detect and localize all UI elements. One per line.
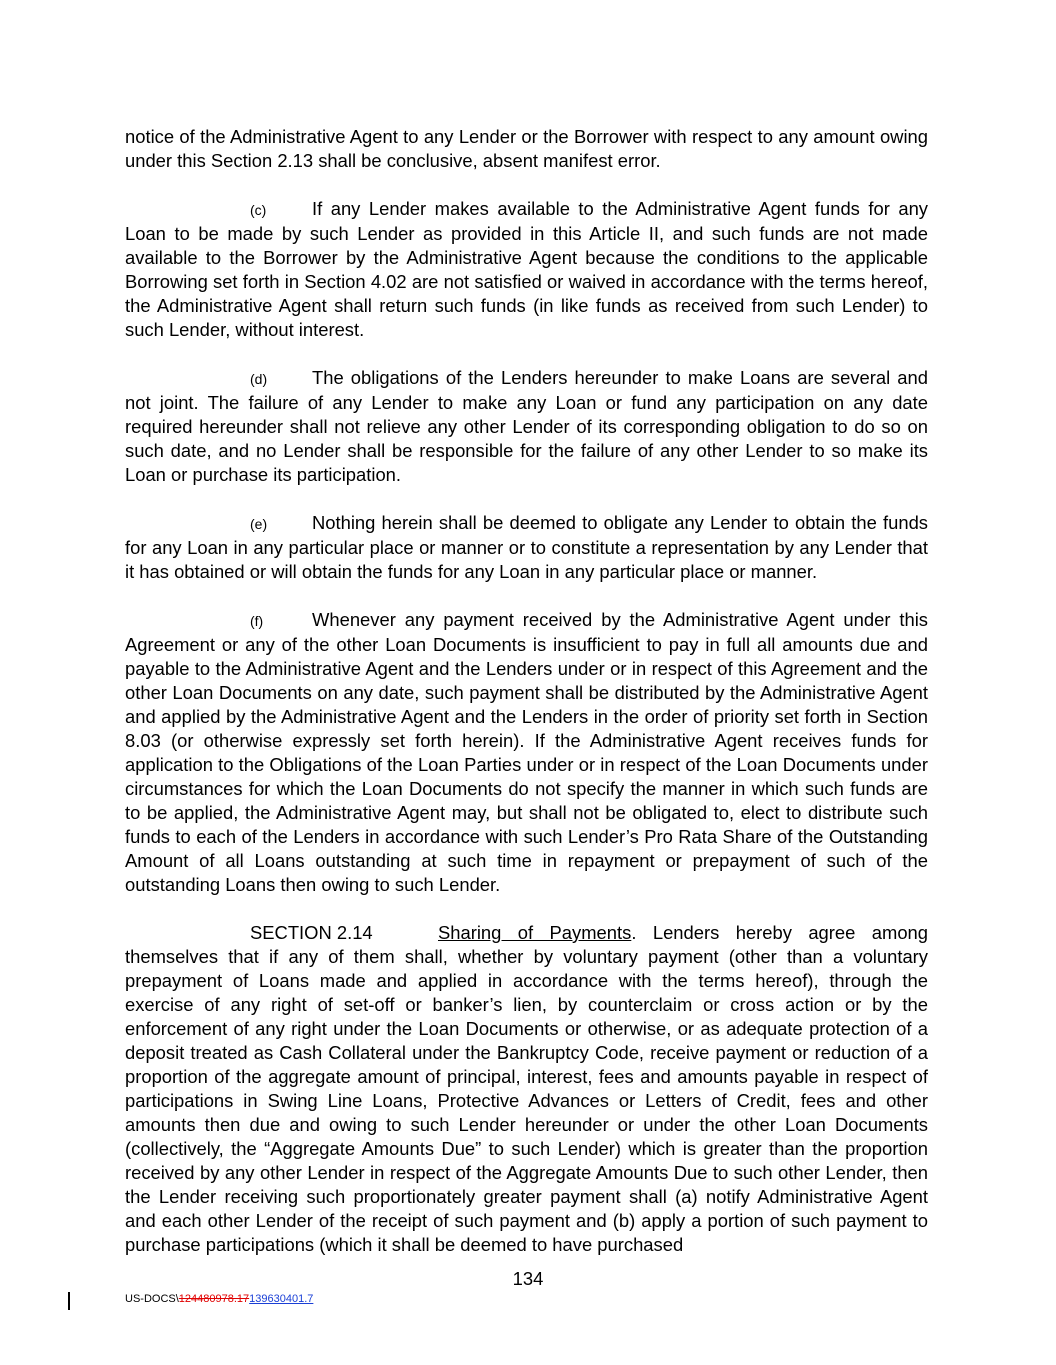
revision-change-bar [68, 1292, 70, 1310]
paragraph-text: If any Lender makes available to the Administrative Agent funds for any Loan to be made by such Lender as provided in this Article II, and such funds are not made available to the Borrower by the Administrative Agent because the conditions to the applicable Borrowing set forth in Section 4.02 are not satisfied or waived in accordance with the terms hereof, the Administrative Agent shall return such funds (in like funds as received from such Lender) to such Lender, without interest. [125, 198, 928, 340]
paragraph-label: (d) [250, 371, 268, 387]
doc-id-deleted: 124480978.17 [178, 1293, 250, 1305]
paragraph-text: Nothing herein shall be deemed to obligate any Lender to obtain the funds for any Loan in any particular place or manner or to constitute a representation by any Lender that it has obtained or will obtain the funds for any Loan in any particular place or manner. [125, 512, 928, 582]
paragraph-label: (f) [250, 613, 264, 629]
section-2-14 [125, 921, 928, 1257]
doc-id-prefix: US-DOCS\ [125, 1293, 179, 1305]
page-number: 134 [512, 1268, 544, 1289]
paragraph-text: Whenever any payment received by the Administrative Agent under this Agreement or any of the other Loan Documents is insufficient to pay in full all amounts due and payable to the Administrative Agent and the Lenders under or in respect of this Agreement and the other Loan Documents on any date, such payment shall be distributed by the Administrative Agent and applied by the Administrative Agent and the Lenders in the order of priority set forth in Section 8.03 (or otherwise expressly set forth herein). If the Administrative Agent receives funds for application to the Obligations of the Loan Parties under or in respect of the Loan Documents under circumstances for which the Loan Documents do not specify the manner in which such funds are to be applied, the Administrative Agent may, but shall not be obligated to, elect to distribute such funds to each of the Lenders in accordance with such Lender’s Pro Rata Share of the Outstanding Amount of all Loans outstanding at such time in repayment or prepayment of such of the outstanding Loans then owing to such Lender. [125, 609, 928, 895]
document-id-footer [125, 1293, 313, 1305]
paragraph-continued: notice of the Administrative Agent to any Lender or the Borrower with respect to any amount owing under this Section 2.13 shall be conclusive, absent manifest error. [125, 126, 928, 171]
document-body [125, 125, 928, 1281]
paragraph-text: The obligations of the Lenders hereunder to make Loans are several and not joint. The failure of any Lender to make any Loan or fund any participation on any date required hereunder shall not relieve any other Lender of its corresponding obligation to do so on such date, and no Lender shall be responsible for the failure of any other Lender to so make its Loan or purchase its participation. [125, 367, 928, 485]
paragraph-label: (c) [250, 202, 267, 218]
paragraph-e [125, 511, 928, 584]
section-caption: Sharing of Payments [438, 922, 632, 943]
section-text: Lenders hereby agree among themselves that if any of them shall, whether by voluntary payment (other than a voluntary prepayment of Loans made and applied in accordance with the terms hereof), through the exercise of any right of set-off or banker’s lien, by counterclaim or cross action or by the enforcement of any right under the Loan Documents or otherwise, or as adequate protection of a deposit treated as Cash Collateral under the Bankruptcy Code, receive payment or reduction of a proportion of the aggregate amount of principal, interest, fees and amounts payable in respect of participations in Swing Line Loans, Protective Advances or Letters of Credit, fees and other amounts then due and owing to such Lender hereunder or under the other Loan Documents (collectively, the “Aggregate Amounts Due” to such Lender) which is greater than the proportion received by any other Lender in respect of the Aggregate Amounts Due to such other Lender, then the Lender receiving such proportionately greater payment shall (a) notify Administrative Agent and each other Lender of the receipt of such payment and (b) apply a portion of such payment to purchase participations (which it shall be deemed to have purchased [125, 922, 929, 1255]
section-caption-period: . [631, 922, 637, 943]
paragraph-d [125, 366, 928, 487]
paragraph-f [125, 608, 928, 897]
paragraph-label: (e) [250, 516, 268, 532]
section-number: SECTION 2.14 [250, 922, 373, 943]
doc-id-inserted: 139630401.7 [249, 1293, 314, 1305]
paragraph-c [125, 197, 928, 342]
